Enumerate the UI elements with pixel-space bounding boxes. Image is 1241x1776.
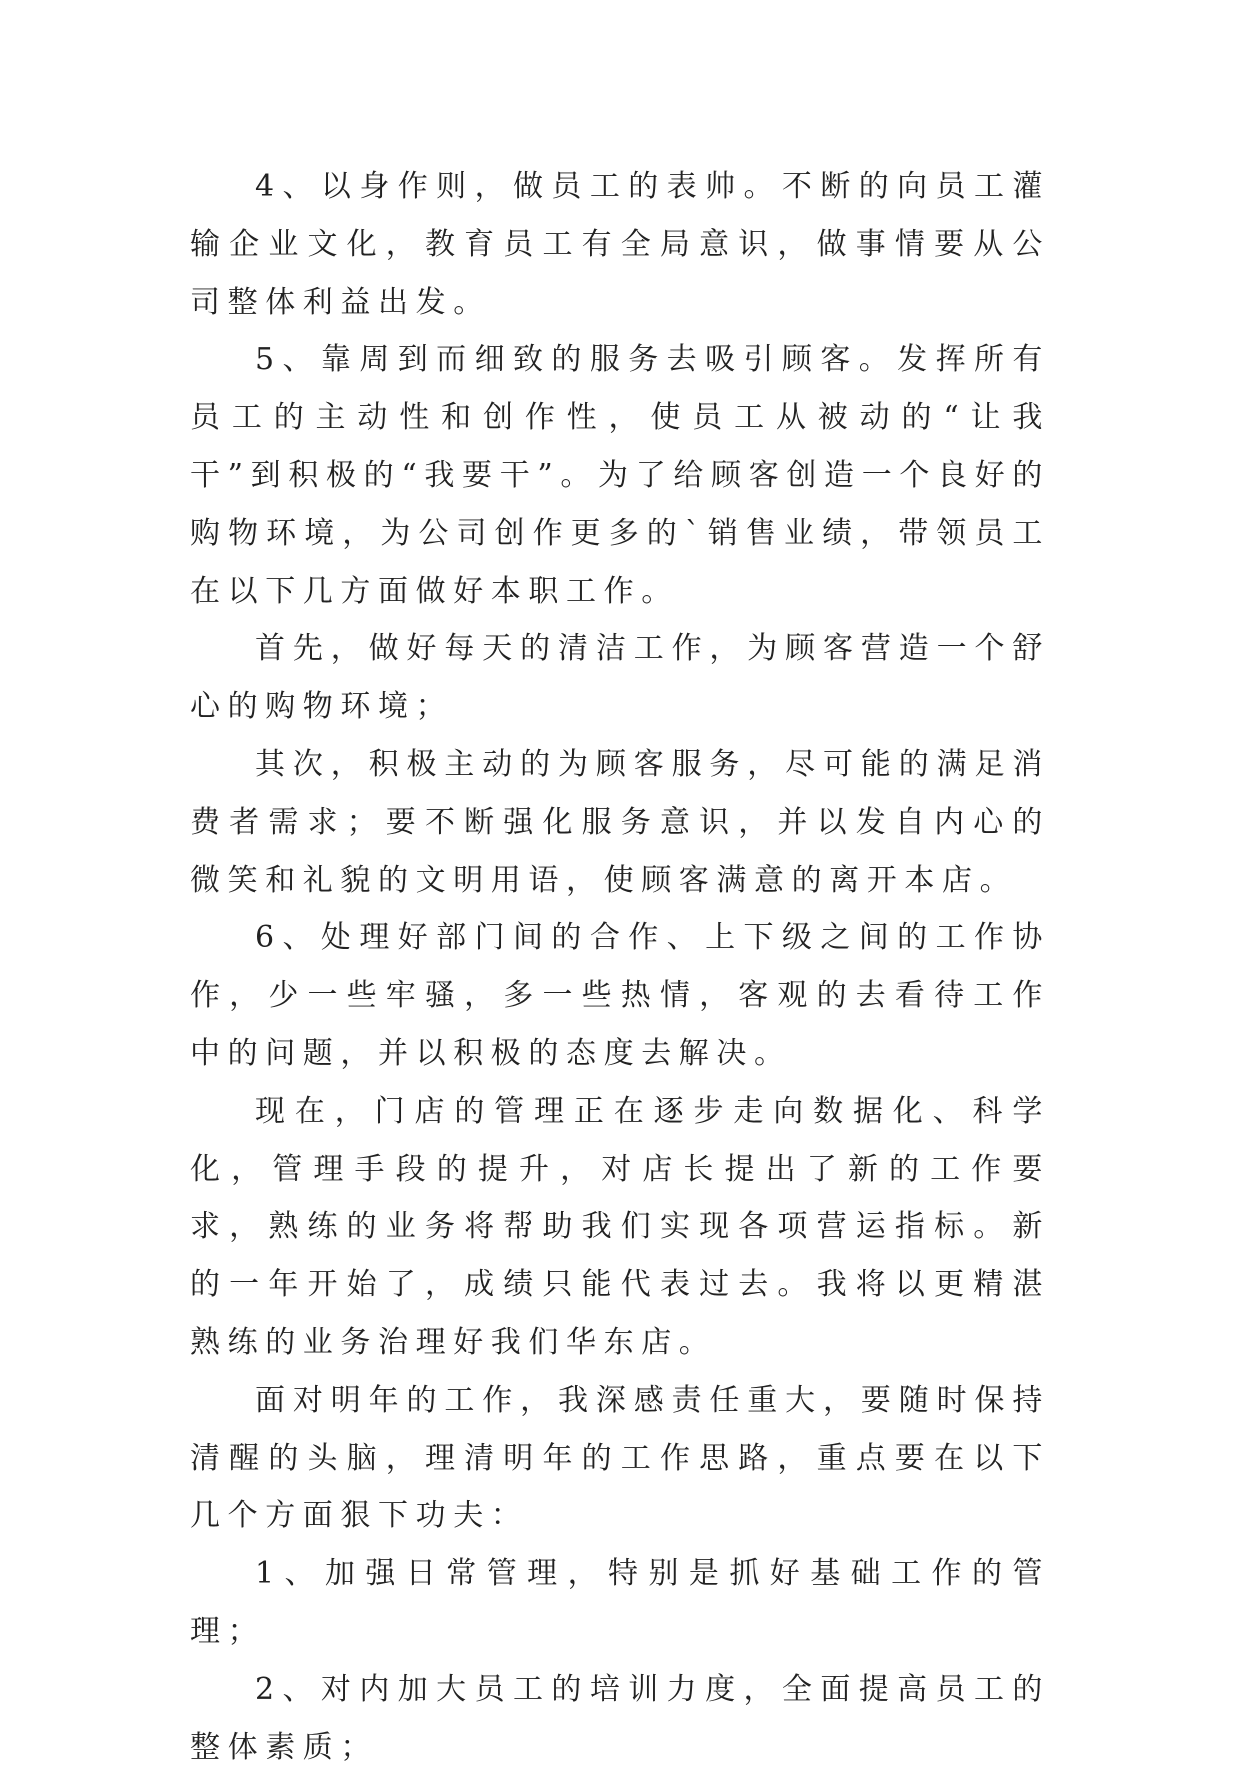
paragraph-plan-1: 1、加强日常管理，特别是抓好基础工作的管理； [190,1556,1050,1649]
paragraph-plan-2: 2、对内加大员工的培训力度，全面提高员工的整体素质； [190,1671,1050,1765]
paragraph-second: 其次，积极主动的为顾客服务，尽可能的满足消费者需求；要不断强化服务意识，并以发自内心的微笑和礼貌的文明用语，使顾客满意的离开本店。 [190,746,1050,898]
paragraph-item-4: 4、以身作则，做员工的表帅。不断的向员工灌输企业文化，教育员工有全局意识，做事情要从公司整体利益出发。 [190,169,1050,320]
paragraph-first: 首先，做好每天的清洁工作，为顾客营造一个舒心的购物环境； [190,631,1050,725]
paragraph-current-status: 现在，门店的管理正在逐步走向数据化、科学化，管理手段的提升，对店长提出了新的工作要求，熟练的业务将帮助我们实现各项营运指标。新的一年开始了，成绩只能代表过去。我将以更精湛熟练的业务治理好我们华东店。 [190,1093,1050,1360]
paragraph-next-year: 面对明年的工作，我深感责任重大，要随时保持清醒的头脑，理清明年的工作思路，重点要在以下几个方面狠下功夫： [190,1382,1050,1534]
document-body [190,158,1050,1776]
paragraph-item-6: 6、处理好部门间的合作、上下级之间的工作协作，少一些牢骚，多一些热情，客观的去看待工作中的问题，并以积极的态度去解决。 [190,920,1050,1071]
paragraph-item-5: 5、靠周到而细致的服务去吸引顾客。发挥所有员工的主动性和创作性，使员工从被动的“让我干”到积极的“我要干”。为了给顾客创造一个良好的购物环境，为公司创作更多的`销售业绩，带领员工在以下几方面做好本职工作。 [190,342,1050,609]
